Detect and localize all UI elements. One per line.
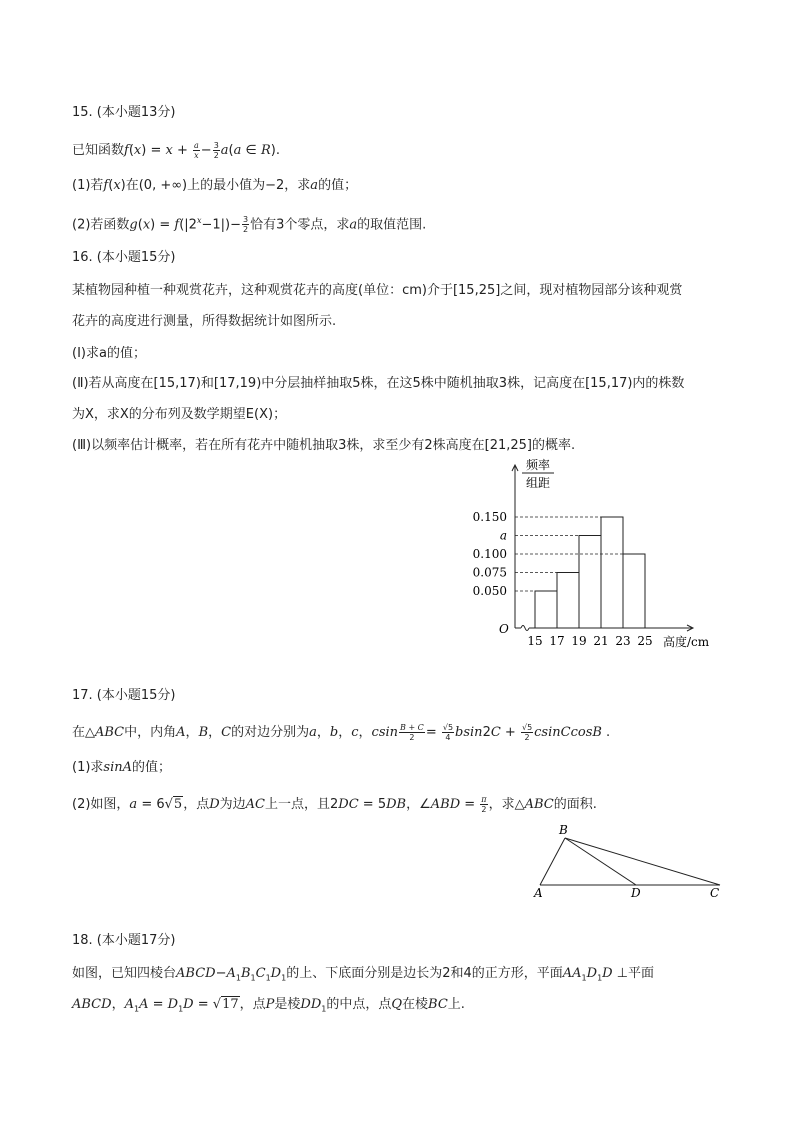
y-axis-label-bottom: 组距 xyxy=(525,476,551,490)
triangle-figure xyxy=(525,822,730,900)
histogram-bar xyxy=(579,536,601,629)
q17-heading: 17. (本小题15分) xyxy=(72,688,176,703)
x-tick-label: 19 xyxy=(571,634,587,648)
x-tick-label: 21 xyxy=(593,634,609,648)
q15-stem: 已知函数f(x) = x + $\frac{a}{x}$ − $\frac{3}{2}$ a(a ∈ R). xyxy=(72,141,280,160)
y-tick-label: 0.150 xyxy=(472,510,507,524)
q16-stem-line1: 某植物园种植一种观赏花卉，这种观赏花卉的高度(单位：cm)介于[15,25]之间，现对植物园部分该种观赏 xyxy=(72,283,683,298)
q18-line1: 如图，已知四棱台$ABCD-A_1B_1C_1D_1$的上、下底面分别是边长为2和4的正方形，平面$AA_1D_1D$ ⊥平面 xyxy=(72,966,655,983)
q15-heading: 15. (本小题13分) xyxy=(72,105,176,120)
side-bc xyxy=(565,838,720,885)
frequency-histogram xyxy=(455,455,745,660)
vertex-c-label: C xyxy=(710,886,720,900)
side-ab xyxy=(540,838,565,885)
segment-bd xyxy=(565,838,636,885)
point-d-label: D xyxy=(631,886,641,900)
y-tick-label: a xyxy=(499,528,507,543)
x-axis-break xyxy=(521,626,529,631)
q16-part3: (Ⅲ)以频率估计概率，若在所有花卉中随机抽取3株，求至少有2株高度在[21,25]的概率. xyxy=(72,438,576,453)
q16-heading: 16. (本小题15分) xyxy=(72,250,176,265)
q15-part2: (2)若函数$g(x) = f(|2^x-1|)-$ $\frac{3}{2}$ 恰有3个零点，求a的取值范围. xyxy=(72,215,427,235)
q18-heading: 18. (本小题17分) xyxy=(72,933,176,948)
q16-stem-line2: 花卉的高度进行测量，所得数据统计如图所示. xyxy=(72,314,337,329)
q16-part2-line1: (Ⅱ)若从高度在[15,17)和[17,19)中分层抽样抽取5株，在这5株中随机抽取3株，记高度在[15,17)内的株数 xyxy=(72,376,685,391)
y-tick-label: 0.075 xyxy=(472,565,507,580)
vertex-b-label: B xyxy=(559,823,568,837)
x-tick-label: 15 xyxy=(527,634,543,648)
q18-line2: ABCD，$A_1A = D_1D = √17$，点P是棱$DD_1$的中点，点Q在棱BC上. xyxy=(72,997,465,1014)
y-axis-label-top: 频率 xyxy=(525,458,551,472)
x-axis-label: 高度/cm xyxy=(663,635,710,649)
q17-part1: (1)求sinA的值； xyxy=(72,760,172,775)
q17-stem: 在△ABC中，内角A，B，C的对边分别为a，b，c，csin $\frac{B + C}{2}$ = $\frac{√5}{4}$ bsin2C + $\frac{√5}{2}$ csinCcosB . xyxy=(72,723,611,742)
q15-part1: (1)若f(x)在(0, +∞)上的最小值为−2，求a的值； xyxy=(72,178,358,193)
histogram-bar xyxy=(557,573,579,629)
x-tick-label: 17 xyxy=(549,634,565,648)
histogram-bar xyxy=(535,591,557,628)
histogram-bar xyxy=(601,517,623,628)
q16-part2-line2: 为X，求X的分布列及数学期望E(X)； xyxy=(72,407,287,422)
y-tick-label: 0.050 xyxy=(472,584,507,598)
y-tick-label: 0.100 xyxy=(472,547,507,561)
vertex-a-label: A xyxy=(534,886,543,900)
origin-label: O xyxy=(499,622,509,636)
q16-part1: (Ⅰ)求a的值； xyxy=(72,346,146,361)
histogram-bar xyxy=(623,554,645,628)
x-tick-label: 23 xyxy=(615,634,631,648)
q17-part2: (2)如图，a = 6√5，点D为边AC上一点，且2DC = 5DB，∠ABD = $\frac{\pi}{2}$ ，求△ABC的面积. xyxy=(72,795,597,814)
x-tick-label: 25 xyxy=(637,634,653,648)
